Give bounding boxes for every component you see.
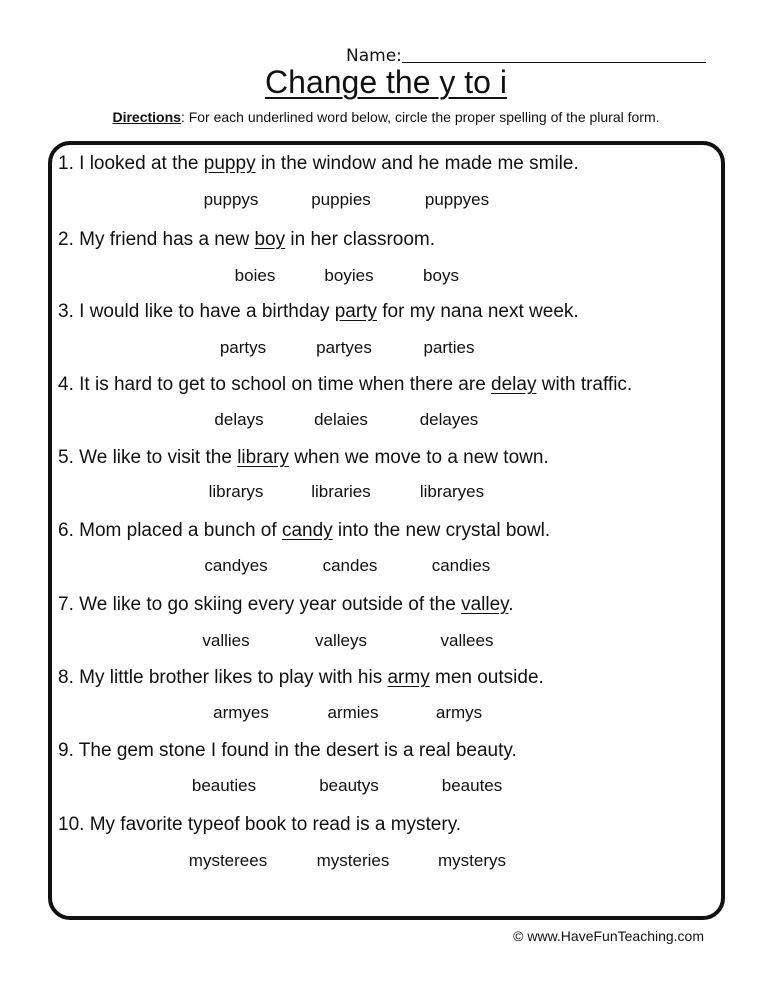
name-label: Name: <box>346 46 402 66</box>
question-number: 8. <box>58 667 74 688</box>
question-text: My favorite typeof book to read is a mystery. <box>89 814 462 835</box>
underlined-word: puppy <box>203 153 256 174</box>
answer-option[interactable]: vallies <box>202 631 250 650</box>
underlined-word: valley <box>461 594 509 615</box>
question-6 <box>58 520 550 542</box>
answer-option[interactable]: librarys <box>208 482 264 501</box>
answer-option[interactable]: candes <box>322 556 378 575</box>
question-number: 3. <box>58 301 74 322</box>
answer-option[interactable]: candyes <box>204 556 268 575</box>
question-text: The gem stone I found in the desert is a real beauty. <box>78 740 517 761</box>
question-number: 4. <box>58 374 74 395</box>
underlined-word: army <box>387 667 430 688</box>
answer-option[interactable]: boies <box>234 266 276 285</box>
question-10 <box>58 814 461 836</box>
answer-option[interactable]: libraries <box>311 482 371 501</box>
answer-option[interactable]: beautes <box>441 776 503 795</box>
question-number: 10. <box>58 814 85 835</box>
question-text: We like to visit the <box>79 447 238 468</box>
question-text: Mom placed a bunch of <box>79 520 282 541</box>
answer-option[interactable]: delays <box>214 410 264 429</box>
underlined-word: library <box>237 447 289 468</box>
question-text: We like to go skiing every year outside of the <box>79 594 462 615</box>
question-number: 5. <box>58 447 74 468</box>
answer-option[interactable]: puppyes <box>424 190 490 209</box>
answer-option[interactable]: candies <box>431 556 491 575</box>
question-7 <box>58 594 514 616</box>
question-number: 7. <box>58 594 74 615</box>
question-2 <box>58 229 435 251</box>
answer-option[interactable]: beauties <box>191 776 257 795</box>
answer-option[interactable]: mysterys <box>438 851 506 870</box>
answer-option[interactable]: boyies <box>324 266 374 285</box>
name-blank-line[interactable] <box>402 62 706 63</box>
question-text-end: when we move to a new town. <box>288 447 549 468</box>
answer-option[interactable]: partys <box>219 338 267 357</box>
answer-option[interactable]: vallees <box>440 631 494 650</box>
answer-option[interactable]: armys <box>435 703 483 722</box>
answer-option[interactable]: boys <box>423 266 459 285</box>
underlined-word: party <box>334 301 377 322</box>
question-text-end: in her classroom. <box>285 229 436 250</box>
question-number: 1. <box>58 153 74 174</box>
question-5 <box>58 447 549 469</box>
question-1 <box>58 153 579 175</box>
answer-option[interactable]: armies <box>327 703 379 722</box>
question-text-end: with traffic. <box>536 374 633 395</box>
question-text-end: men outside. <box>429 667 544 688</box>
question-number: 2. <box>58 229 74 250</box>
copyright-footer: © www.HaveFunTeaching.com <box>513 928 704 944</box>
answer-option[interactable]: delaies <box>314 410 368 429</box>
directions-text: : For each underlined word below, circle the proper spelling of the plural form. <box>180 109 660 125</box>
question-text: My friend has a new <box>79 229 255 250</box>
answer-option[interactable]: valleys <box>315 631 367 650</box>
answer-option[interactable]: armyes <box>213 703 269 722</box>
question-text: My little brother likes to play with his <box>79 667 388 688</box>
question-text: I would like to have a birthday <box>79 301 335 322</box>
directions <box>0 109 772 125</box>
question-text-end: for my nana next week. <box>376 301 579 322</box>
question-9 <box>58 740 517 762</box>
underlined-word: boy <box>254 229 286 250</box>
question-text-end: into the new crystal bowl. <box>332 520 551 541</box>
answer-option[interactable]: parties <box>423 338 475 357</box>
question-text-end: in the window and he made me smile. <box>255 153 579 174</box>
directions-label: Directions <box>112 109 181 125</box>
underlined-word: candy <box>281 520 333 541</box>
answer-option[interactable]: delayes <box>419 410 479 429</box>
answer-option[interactable]: puppies <box>311 190 371 209</box>
page-title: Change the y to i <box>265 64 507 100</box>
question-text: I looked at the <box>79 153 204 174</box>
answer-option[interactable]: partyes <box>316 338 372 357</box>
answer-option[interactable]: mysteries <box>316 851 390 870</box>
answer-option[interactable]: mysterees <box>188 851 268 870</box>
question-8 <box>58 667 544 689</box>
answer-option[interactable]: libraryes <box>419 482 485 501</box>
question-number: 6. <box>58 520 74 541</box>
question-text-end: . <box>508 594 514 615</box>
answer-option[interactable]: puppys <box>203 190 259 209</box>
question-text: It is hard to get to school on time when there are <box>79 374 492 395</box>
question-number: 9. <box>58 740 74 761</box>
question-3 <box>58 301 579 323</box>
question-4 <box>58 374 632 396</box>
underlined-word: delay <box>491 374 537 395</box>
answer-option[interactable]: beautys <box>319 776 379 795</box>
